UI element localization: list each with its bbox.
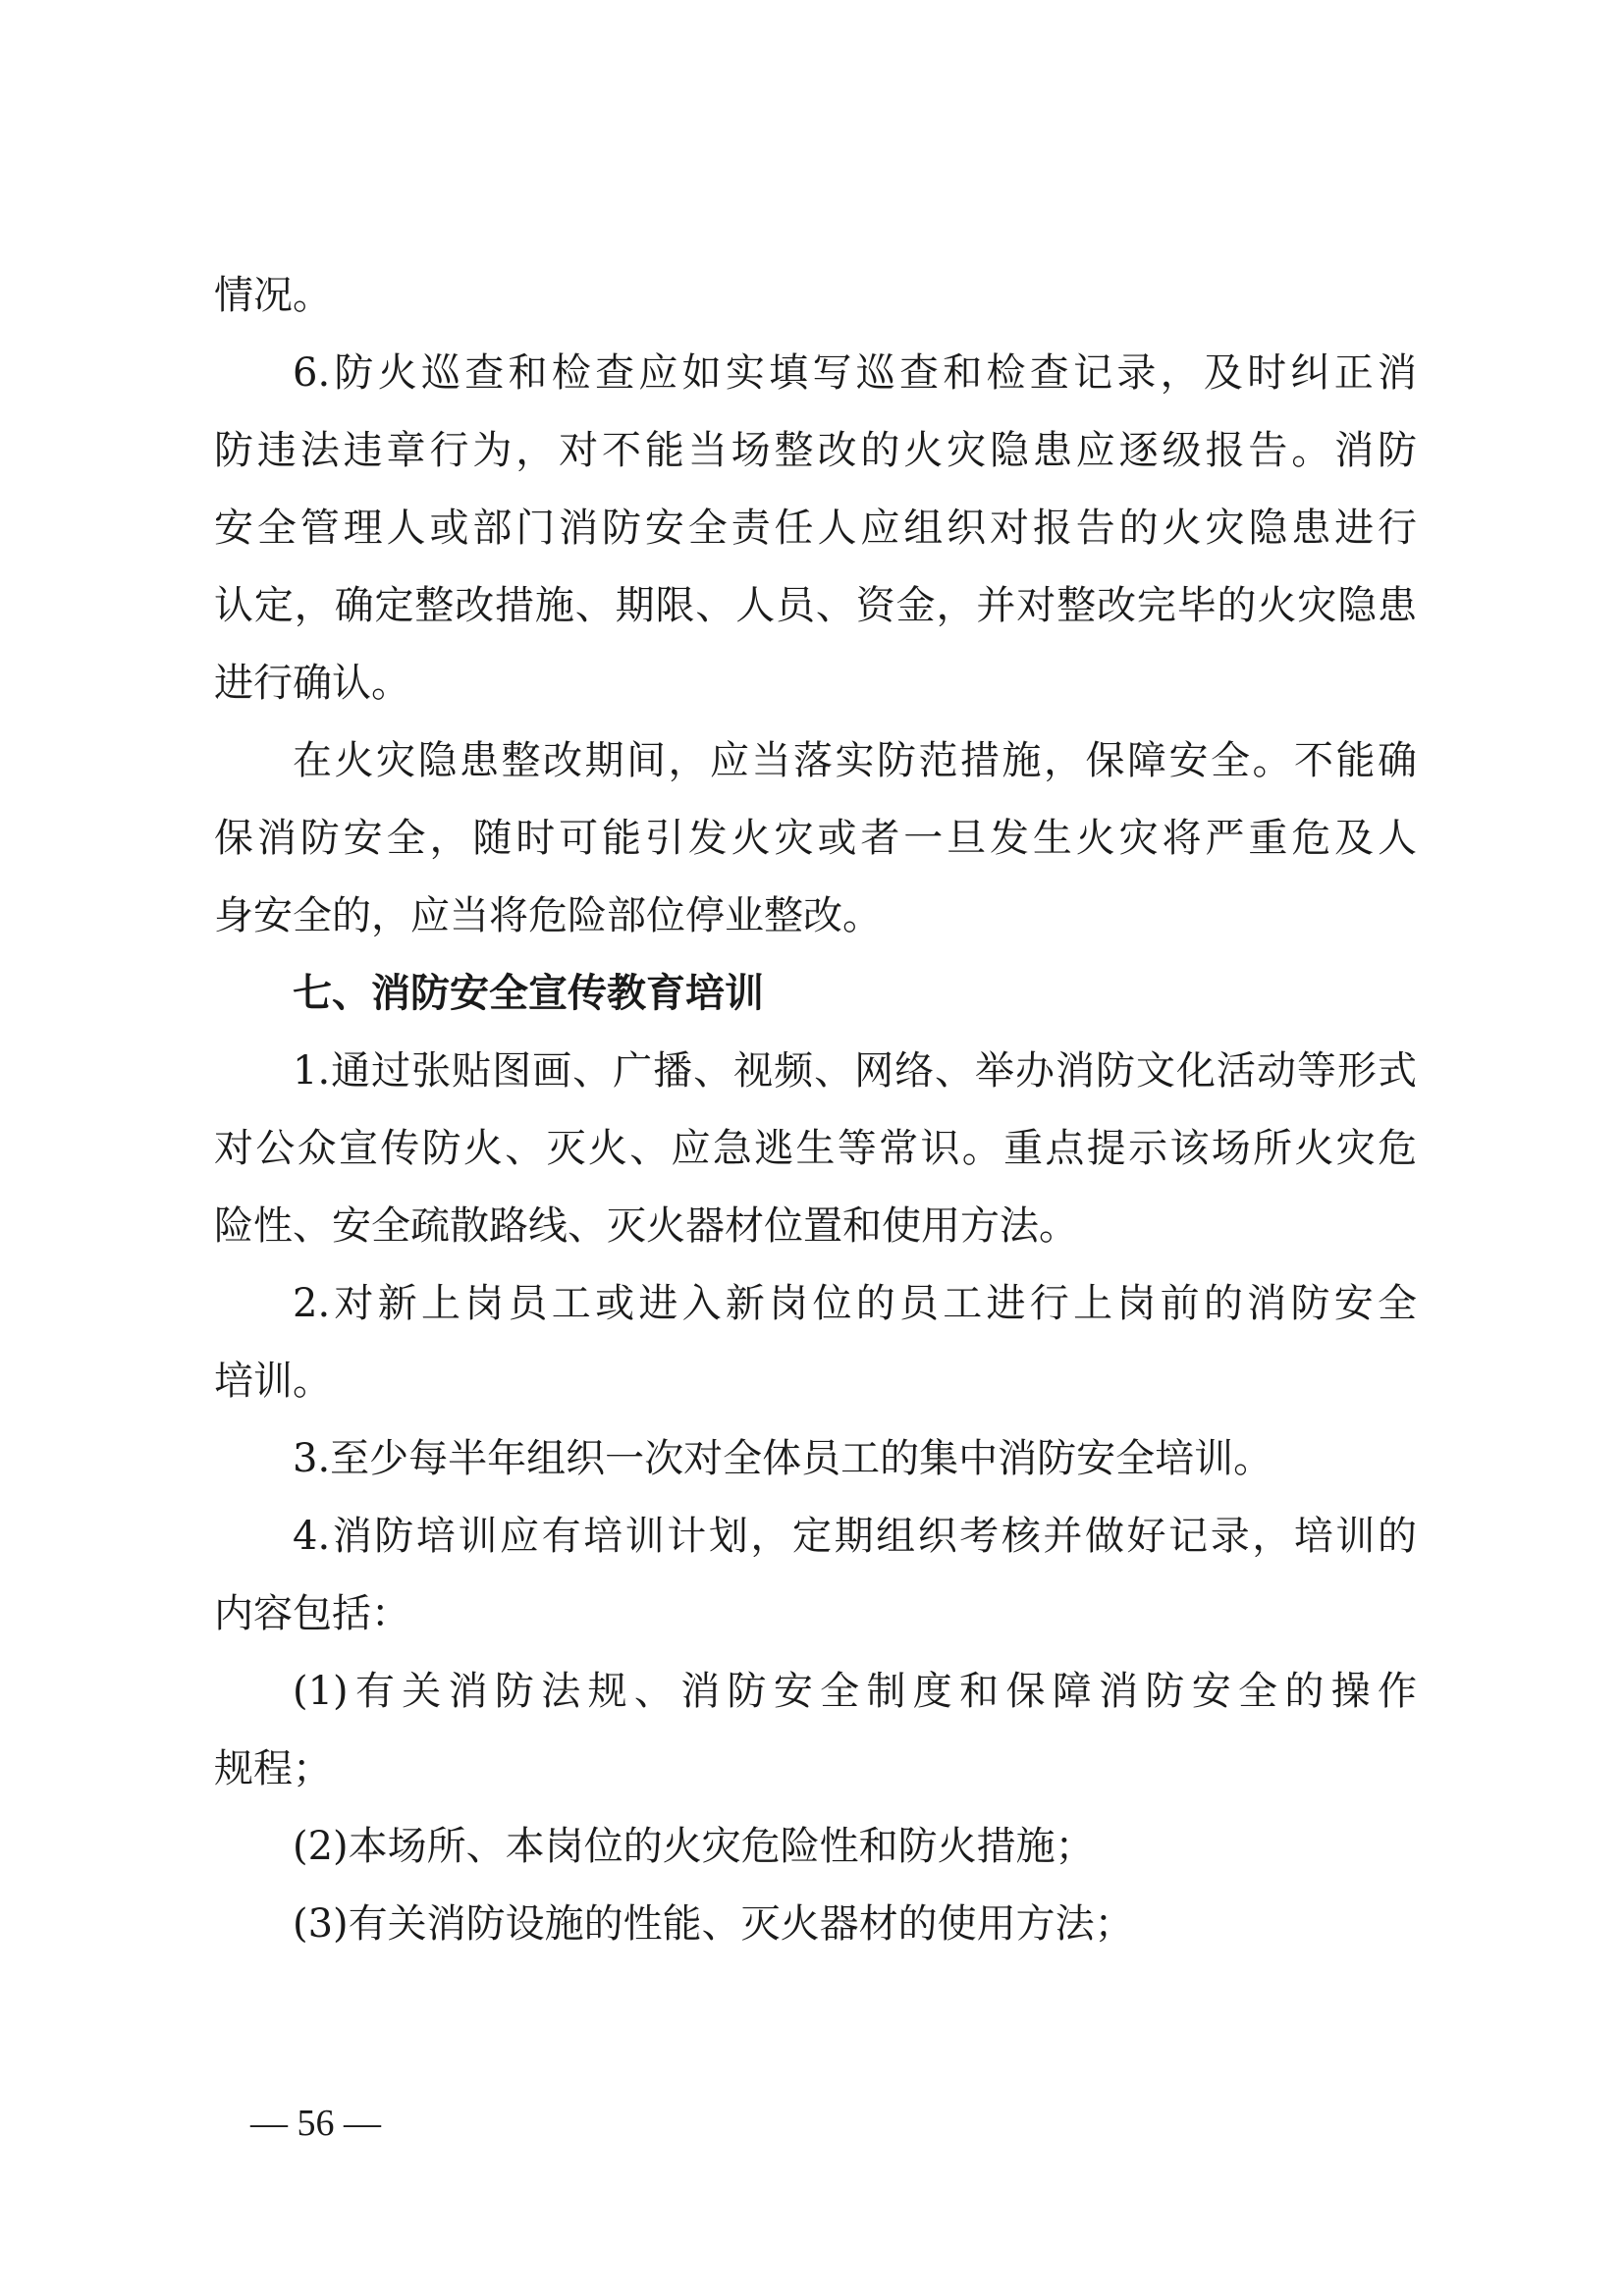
text-line: 险性、安全疏散路线、灭火器材位置和使用方法。 — [214, 1203, 1078, 1249]
text-line: 内容包括： — [214, 1591, 410, 1636]
text-line: 安全管理人或部门消防安全责任人应组织对报告的火灾隐患进行 — [214, 506, 1417, 551]
text-line: 在火灾隐患整改期间，应当落实防范措施，保障安全。不能确 — [293, 738, 1417, 783]
text-line: 培训。 — [214, 1359, 332, 1404]
text-line: 进行确认。 — [214, 661, 410, 706]
text-line: 2.对新上岗员工或进入新岗位的员工进行上岗前的消防安全 — [293, 1281, 1417, 1326]
text-line: 1.通过张贴图画、广播、视频、网络、举办消防文化活动等形式 — [293, 1048, 1417, 1094]
text-line: 保消防安全，随时可能引发火灾或者一旦发生火灾将严重危及人 — [214, 816, 1417, 861]
section-heading: 七、消防安全宣传教育培训 — [293, 971, 764, 1016]
text-line: (3)有关消防设施的性能、灭火器材的使用方法； — [293, 1901, 1134, 1947]
text-line: (2)本场所、本岗位的火灾危险性和防火措施； — [293, 1824, 1095, 1869]
document-body — [214, 257, 1417, 1963]
text-line: 4.消防培训应有培训计划，定期组织考核并做好记录，培训的 — [293, 1514, 1417, 1559]
text-line: (1)有关消防法规、消防安全制度和保障消防安全的操作 — [293, 1669, 1417, 1714]
text-line: 3.至少每半年组织一次对全体员工的集中消防安全培训。 — [293, 1436, 1273, 1481]
page-number: — 56 — — [250, 2103, 381, 2144]
text-line: 规程； — [214, 1746, 332, 1791]
text-line: 6.防火巡查和检查应如实填写巡查和检查记录，及时纠正消 — [293, 350, 1417, 396]
text-line: 身安全的，应当将危险部位停业整改。 — [214, 893, 882, 938]
text-line: 防违法违章行为，对不能当场整改的火灾隐患应逐级报告。消防 — [214, 428, 1417, 473]
text-line: 认定，确定整改措施、期限、人员、资金，并对整改完毕的火灾隐患 — [214, 583, 1417, 628]
text-line: 情况。 — [214, 273, 332, 318]
text-line: 对公众宣传防火、灭火、应急逃生等常识。重点提示该场所火灾危 — [214, 1126, 1417, 1171]
